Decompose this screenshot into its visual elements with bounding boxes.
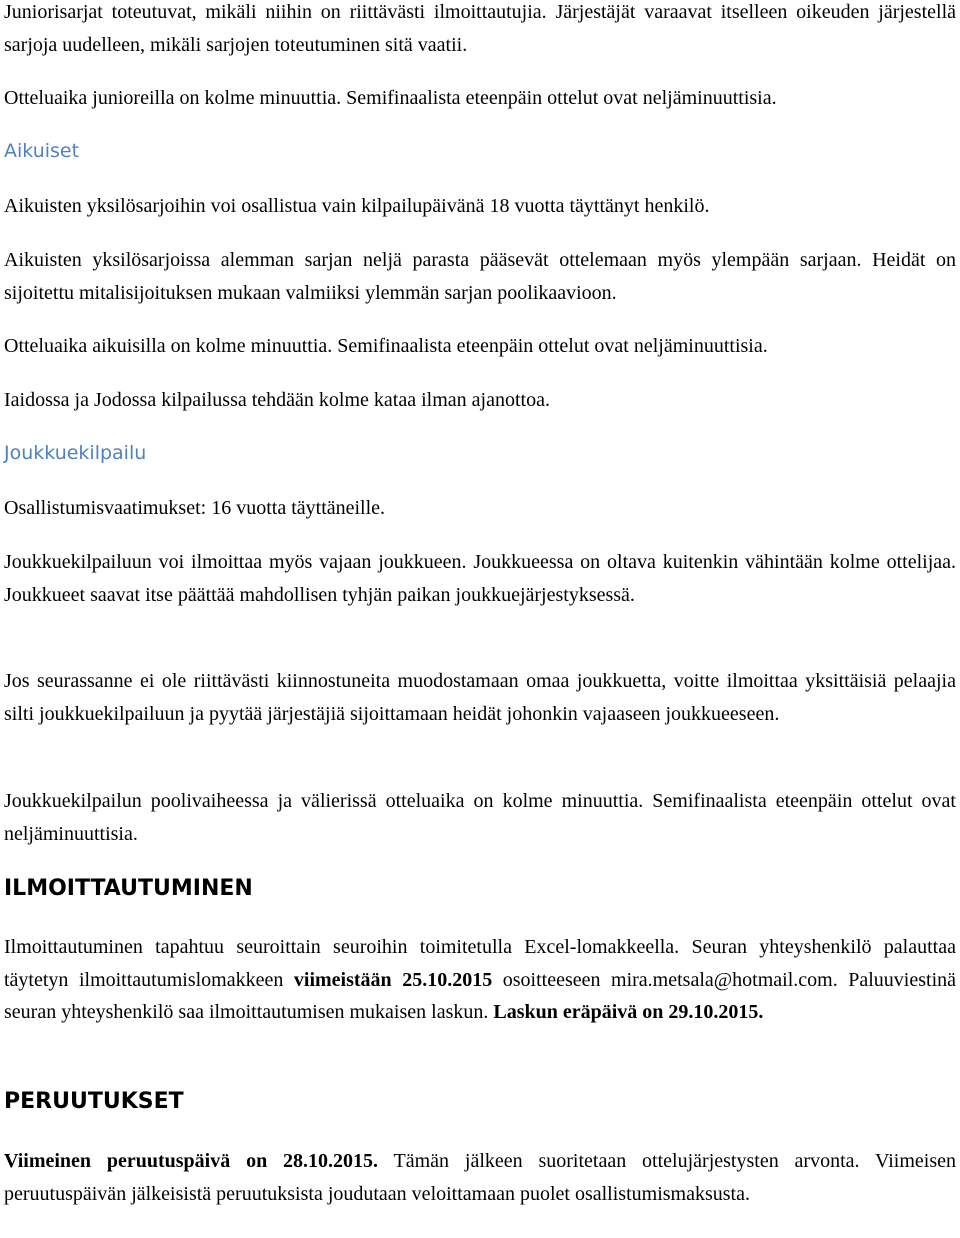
registration-paragraph [4, 931, 956, 1029]
team-requirements-paragraph: Osallistumisvaatimukset: 16 vuotta täyttäneille. [4, 497, 386, 519]
team-partial-paragraph: Joukkuekilpailuun voi ilmoittaa myös vajaan joukkueen. Joukkueessa on oltava kuitenkin vähintään kolme ottelijaa. Joukkueet saavat itse päättää mahdollisen tyhjän paikan joukkuejärjestyksessä. [4, 551, 956, 606]
invoice-due-date: Laskun eräpäivä on 29.10.2015. [493, 1001, 764, 1023]
adults-age-paragraph: Aikuisten yksilösarjoihin voi osallistua vain kilpailupäivänä 18 vuotta täyttänyt henkilö. [4, 195, 710, 217]
section-heading-ilmoittautuminen: ILMOITTAUTUMINEN [4, 876, 253, 901]
junior-match-time-paragraph: Otteluaika junioreilla on kolme minuuttia. Semifinaalista eteenpäin ottelut ovat neljäminuuttisia. [4, 87, 777, 109]
section-heading-peruutukset: PERUUTUKSET [4, 1089, 184, 1114]
section-heading-aikuiset: Aikuiset [4, 140, 80, 162]
adults-promotion-paragraph: Aikuisten yksilösarjoissa alemman sarjan neljä parasta pääsevät ottelemaan myös ylempään sarjaan. Heidät on sijoitettu mitalisijoituksen mukaan valmiiksi ylemmän sarjan poolikaavioon. [4, 249, 956, 304]
team-match-time-paragraph: Joukkuekilpailun poolivaiheessa ja välierissä otteluaika on kolme minuuttia. Semifinaalista eteenpäin ottelut ovat neljäminuuttisia. [4, 790, 956, 845]
team-individuals-paragraph: Jos seurassanne ei ole riittävästi kiinnostuneita muodostamaan omaa joukkuetta, voitte ilmoittaa yksittäisiä pelaajia silti joukkuekilpailuun ja pyytää järjestäjiä sijoittamaan heidät johonkin vajaaseen joukkueeseen. [4, 670, 956, 725]
adults-match-time-paragraph: Otteluaika aikuisilla on kolme minuuttia. Semifinaalista eteenpäin ottelut ovat neljäminuuttisia. [4, 335, 768, 357]
cancellation-text: Tämän jälkeen suoritetaan ottelujärjestysten arvonta. Viimeisen peruutuspäivän jälkeisistä peruutuksista joudutaan veloittamaan puolet osallistumismaksusta. [4, 1150, 956, 1205]
registration-text-2: osoitteeseen mira.metsala@hotmail.com. Paluuviestinä seuran yhteyshenkilö saa ilmoittautumisen mukaisen laskun. [4, 968, 957, 1023]
iaido-jodo-paragraph: Iaidossa ja Jodossa kilpailussa tehdään kolme kataa ilman ajanottoa. [4, 389, 550, 411]
cancellation-paragraph [4, 1145, 956, 1210]
registration-deadline: viimeistään 25.10.2015 [293, 968, 493, 991]
registration-text-1: Ilmoittautuminen tapahtuu seuroittain seuroihin toimitetulla Excel-lomakkeella. Seuran yhteyshenkilö palauttaa täytetyn ilmoittautumislomakkeen [4, 936, 956, 991]
junior-note-paragraph: Juniorisarjat toteutuvat, mikäli niihin on riittävästi ilmoittautujia. Järjestäjät varaavat itselleen oikeuden järjestellä sarjoja uudelleen, mikäli sarjojen toteutuminen sitä vaatii. [4, 1, 956, 56]
section-heading-joukkuekilpailu: Joukkuekilpailu [4, 442, 147, 464]
cancellation-deadline: Viimeinen peruutuspäivä on 28.10.2015. [4, 1150, 379, 1172]
